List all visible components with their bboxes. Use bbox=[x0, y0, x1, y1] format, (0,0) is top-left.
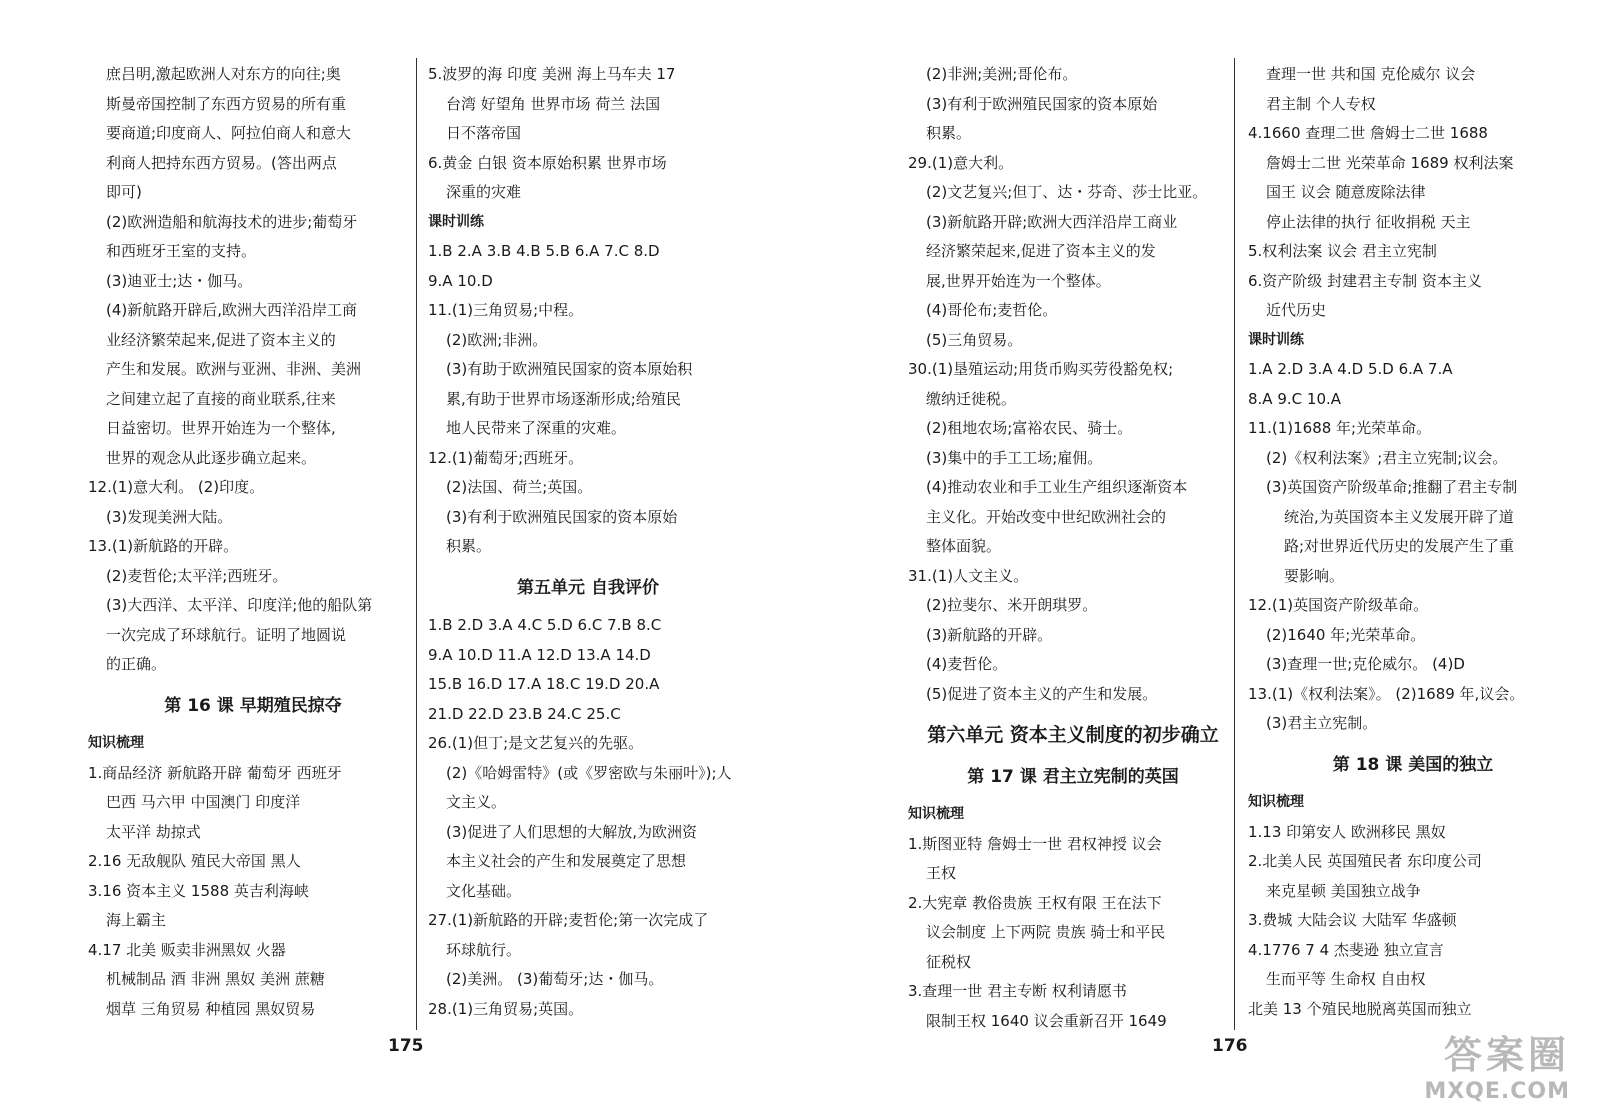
answer-line: 1.B 2.A 3.B 4.B 5.B 6.A 7.C 8.D bbox=[428, 242, 660, 260]
answer-line: (4)麦哲伦。 bbox=[926, 655, 1008, 673]
answer-line: (3)促进了人们思想的大解放,为欧洲资 bbox=[446, 822, 698, 841]
answer-line: (3)有助于欧洲殖民国家的资本原始积 bbox=[446, 360, 693, 378]
answer-line: (3)君主立宪制。 bbox=[1266, 714, 1378, 732]
answer-line: 经济繁荣起来,促进了资本主义的发 bbox=[926, 242, 1156, 260]
answer-line: 要影响。 bbox=[1284, 566, 1345, 585]
answer-line: 日益密切。世界开始连为一个整体, bbox=[106, 419, 336, 437]
answer-line: 2.16 无敌舰队 殖民大帝国 黑人 bbox=[88, 852, 301, 870]
answer-line: 台湾 好望角 世界市场 荷兰 法国 bbox=[446, 94, 661, 113]
answer-line: 4.1776 7 4 杰斐逊 独立宣言 bbox=[1248, 940, 1444, 959]
answer-line: 要商道;印度商人、阿拉伯商人和意大 bbox=[106, 124, 352, 142]
answer-line: 北美 13 个殖民地脱离英国而独立 bbox=[1248, 999, 1472, 1018]
answer-line: 议会制度 上下两院 贵族 骑士和平民 bbox=[926, 923, 1166, 941]
answer-line: 21.D 22.D 23.B 24.C 25.C bbox=[428, 704, 621, 723]
answer-line: (2)麦哲伦;太平洋;西班牙。 bbox=[106, 566, 288, 585]
answer-line: 斯曼帝国控制了东西方贸易的所有重 bbox=[106, 94, 347, 113]
answer-line: 6.黄金 白银 资本原始积累 世界市场 bbox=[428, 153, 667, 172]
answer-line: 12.(1)英国资产阶级革命。 bbox=[1248, 596, 1429, 614]
answer-line: (2)1640 年;光荣革命。 bbox=[1266, 625, 1426, 644]
answer-column-1 bbox=[88, 60, 418, 1024]
answer-line: 29.(1)意大利。 bbox=[908, 153, 1014, 172]
answer-line: (2)美洲。 (3)葡萄牙;达・伽马。 bbox=[446, 970, 664, 988]
answer-line: (2)拉斐尔、米开朗琪罗。 bbox=[926, 596, 1098, 614]
answer-line: (2)文艺复兴;但丁、达・芬奇、莎士比亚。 bbox=[926, 183, 1208, 201]
subsection-heading: 知识梳理 bbox=[908, 806, 964, 822]
answer-line: 积累。 bbox=[926, 124, 972, 142]
answer-line: 环球航行。 bbox=[446, 940, 522, 959]
answer-line: (2)租地农场;富裕农民、骑士。 bbox=[926, 419, 1133, 437]
page-number-left: 175 bbox=[388, 1036, 424, 1056]
answer-line: 的正确。 bbox=[106, 655, 167, 673]
answer-line: (3)查理一世;克伦威尔。 (4)D bbox=[1266, 655, 1465, 673]
subsection-heading: 知识梳理 bbox=[1248, 794, 1304, 810]
section-title: 第 17 课 君主立宪制的英国 bbox=[967, 766, 1179, 787]
answer-line: 1.B 2.D 3.A 4.C 5.D 6.C 7.B 8.C bbox=[428, 616, 662, 634]
answer-line: 王权 bbox=[926, 864, 957, 882]
answer-line: 詹姆士二世 光荣革命 1689 权利法案 bbox=[1266, 153, 1514, 172]
answer-line: 文主义。 bbox=[446, 793, 507, 811]
subsection-heading: 知识梳理 bbox=[88, 735, 144, 751]
answer-line: (3)英国资产阶级革命;推翻了君主专制 bbox=[1266, 478, 1518, 496]
answer-line: (5)促进了资本主义的产生和发展。 bbox=[926, 684, 1158, 703]
answer-line: 主义化。开始改变中世纪欧洲社会的 bbox=[926, 507, 1167, 526]
answer-line: (2)《权利法案》;君主立宪制;议会。 bbox=[1266, 448, 1508, 467]
answer-line: 9.A 10.D bbox=[428, 271, 493, 290]
answer-line: 2.北美人民 英国殖民者 东印度公司 bbox=[1248, 852, 1482, 870]
answer-line: (2)《哈姆雷特》(或《罗密欧与朱丽叶》);人 bbox=[446, 763, 732, 782]
answer-line: 27.(1)新航路的开辟;麦哲伦;第一次完成了 bbox=[428, 911, 709, 929]
answer-line: (3)有利于欧洲殖民国家的资本原始 bbox=[926, 94, 1158, 113]
answer-line: 积累。 bbox=[446, 537, 492, 555]
answer-line: 2.大宪章 教俗贵族 王权有限 王在法下 bbox=[908, 893, 1162, 912]
answer-line: 3.16 资本主义 1588 英吉利海峡 bbox=[88, 881, 309, 900]
answer-line: 国王 议会 随意废除法律 bbox=[1266, 183, 1426, 201]
answer-line: 28.(1)三角贸易;英国。 bbox=[428, 999, 584, 1018]
answer-line: 4.17 北美 贩卖非洲黑奴 火器 bbox=[88, 940, 286, 959]
answer-line: (5)三角贸易。 bbox=[926, 330, 1023, 349]
answer-line: 4.1660 查理二世 詹姆士二世 1688 bbox=[1248, 124, 1488, 142]
answer-line: 31.(1)人文主义。 bbox=[908, 566, 1029, 585]
answer-line: 统治,为英国资本主义发展开辟了道 bbox=[1284, 507, 1514, 526]
answer-line: 日不落帝国 bbox=[446, 124, 522, 142]
section-title: 第五单元 自我评价 bbox=[517, 577, 659, 598]
answer-line: 查理一世 共和国 克伦威尔 议会 bbox=[1266, 65, 1476, 83]
answer-line: 本主义社会的产生和发展奠定了思想 bbox=[446, 852, 687, 870]
answer-line: 6.资产阶级 封建君主专制 资本主义 bbox=[1248, 271, 1482, 290]
answer-line: 缴纳迁徙税。 bbox=[926, 389, 1017, 408]
answer-line: 展,世界开始连为一个整体。 bbox=[926, 271, 1111, 290]
answer-column-4 bbox=[1248, 60, 1578, 1024]
answer-column-3 bbox=[908, 60, 1238, 1036]
answer-line: 文化基础。 bbox=[446, 881, 522, 900]
watermark-logo bbox=[1370, 1024, 1570, 1104]
answer-line: 和西班牙王室的支持。 bbox=[106, 242, 257, 260]
subsection-heading: 课时训练 bbox=[1248, 331, 1304, 348]
answer-line: 庶吕明,激起欧洲人对东方的向往;奥 bbox=[106, 65, 341, 83]
answer-line: (3)新航路开辟;欧洲大西洋沿岸工商业 bbox=[926, 212, 1178, 231]
section-title: 第 18 课 美国的独立 bbox=[1332, 754, 1494, 775]
answer-line: 1.斯图亚特 詹姆士一世 君权神授 议会 bbox=[908, 834, 1162, 853]
answer-line: 深重的灾难 bbox=[446, 183, 522, 201]
answer-line: 1.商品经济 新航路开辟 葡萄牙 西班牙 bbox=[88, 763, 342, 782]
answer-line: 30.(1)垦殖运动;用货币购买劳役豁免权; bbox=[908, 360, 1174, 378]
section-title: 第六单元 资本主义制度的初步确立 bbox=[927, 724, 1219, 746]
answer-line: 利商人把持东西方贸易。(答出两点 bbox=[106, 153, 337, 172]
answer-line: 太平洋 劫掠式 bbox=[106, 822, 201, 841]
answer-line: 地人民带来了深重的灾难。 bbox=[446, 419, 627, 437]
answer-line: 9.A 10.D 11.A 12.D 13.A 14.D bbox=[428, 645, 651, 664]
answer-line: 机械制品 酒 非洲 黑奴 美洲 蔗糖 bbox=[106, 970, 325, 988]
answer-line: 世界的观念从此逐步确立起来。 bbox=[106, 448, 317, 467]
answer-line: 业经济繁荣起来,促进了资本主义的 bbox=[106, 330, 336, 349]
answer-line: 一次完成了环球航行。证明了地圆说 bbox=[106, 625, 347, 644]
answer-line: 11.(1)1688 年;光荣革命。 bbox=[1248, 419, 1432, 437]
answer-line: 1.13 印第安人 欧洲移民 黑奴 bbox=[1248, 822, 1446, 841]
answer-line: 11.(1)三角贸易;中程。 bbox=[428, 301, 584, 319]
answer-line: 13.(1)《权利法案》。 (2)1689 年,议会。 bbox=[1248, 684, 1525, 703]
answer-line: (3)集中的手工工场;雇佣。 bbox=[926, 448, 1103, 467]
answer-line: (4)推动农业和手工业生产组织逐渐资本 bbox=[926, 478, 1188, 496]
answer-line: 3.查理一世 君主专断 权利请愿书 bbox=[908, 982, 1127, 1000]
answer-line: (3)发现美洲大陆。 bbox=[106, 507, 233, 526]
answer-line: 之间建立起了直接的商业联系,往来 bbox=[106, 389, 336, 408]
answer-line: 3.费城 大陆会议 大陆军 华盛顿 bbox=[1248, 911, 1457, 929]
subsection-heading: 课时训练 bbox=[428, 213, 484, 230]
section-title: 第 16 课 早期殖民掠夺 bbox=[164, 695, 342, 716]
answer-line: 产生和发展。欧洲与亚洲、非洲、美洲 bbox=[106, 360, 362, 378]
answer-line: 5.波罗的海 印度 美洲 海上马车夫 17 bbox=[428, 65, 676, 83]
answer-line: 路;对世界近代历史的发展产生了重 bbox=[1284, 537, 1515, 555]
answer-line: 整体面貌。 bbox=[926, 537, 1002, 555]
answer-line: 13.(1)新航路的开辟。 bbox=[88, 537, 239, 555]
answer-line: (4)新航路开辟后,欧洲大西洋沿岸工商 bbox=[106, 301, 358, 319]
answer-line: 巴西 马六甲 中国澳门 印度洋 bbox=[106, 793, 301, 811]
answer-line: 烟草 三角贸易 种植园 黑奴贸易 bbox=[106, 999, 316, 1018]
answer-column-2 bbox=[428, 60, 748, 1024]
answer-line: (2)欧洲;非洲。 bbox=[446, 330, 548, 349]
answer-line: (2)法国、荷兰;英国。 bbox=[446, 478, 593, 496]
answer-line: 累,有助于世界市场逐渐形成;给殖民 bbox=[446, 389, 681, 408]
answer-line: 8.A 9.C 10.A bbox=[1248, 389, 1342, 408]
answer-line: (3)有利于欧洲殖民国家的资本原始 bbox=[446, 507, 678, 526]
answer-line: 26.(1)但丁;是文艺复兴的先驱。 bbox=[428, 734, 644, 752]
watermark-top: 答案圈 bbox=[1443, 1033, 1570, 1077]
answer-line: 停止法律的执行 征收捐税 天主 bbox=[1266, 212, 1471, 231]
answer-line: 海上霸主 bbox=[106, 911, 167, 929]
answer-line: 12.(1)意大利。 (2)印度。 bbox=[88, 478, 265, 496]
answer-line: 限制王权 1640 议会重新召开 1649 bbox=[926, 1011, 1167, 1030]
answer-line: (4)哥伦布;麦哲伦。 bbox=[926, 301, 1058, 319]
page-number-right: 176 bbox=[1212, 1036, 1248, 1056]
answer-line: 君主制 个人专权 bbox=[1266, 94, 1376, 113]
answer-line: (2)欧洲造船和航海技术的进步;葡萄牙 bbox=[106, 212, 358, 231]
watermark-bottom: MXQE.COM bbox=[1424, 1079, 1570, 1104]
answer-line: 近代历史 bbox=[1266, 301, 1327, 319]
answer-line: 1.A 2.D 3.A 4.D 5.D 6.A 7.A bbox=[1248, 360, 1453, 378]
answer-line: 生而平等 生命权 自由权 bbox=[1266, 970, 1426, 988]
answer-line: 来克星顿 美国独立战争 bbox=[1266, 881, 1421, 900]
answer-line: 即可) bbox=[106, 183, 142, 201]
answer-line: (3)新航路的开辟。 bbox=[926, 625, 1053, 644]
answer-line: (3)迪亚士;达・伽马。 bbox=[106, 271, 253, 290]
answer-line: 5.权利法案 议会 君主立宪制 bbox=[1248, 242, 1437, 260]
answer-line: 12.(1)葡萄牙;西班牙。 bbox=[428, 448, 584, 467]
answer-line: 15.B 16.D 17.A 18.C 19.D 20.A bbox=[428, 675, 660, 693]
answer-line: 征税权 bbox=[926, 952, 972, 971]
answer-line: (3)大西洋、太平洋、印度洋;他的船队第 bbox=[106, 596, 373, 614]
answer-line: (2)非洲;美洲;哥伦布。 bbox=[926, 65, 1078, 83]
